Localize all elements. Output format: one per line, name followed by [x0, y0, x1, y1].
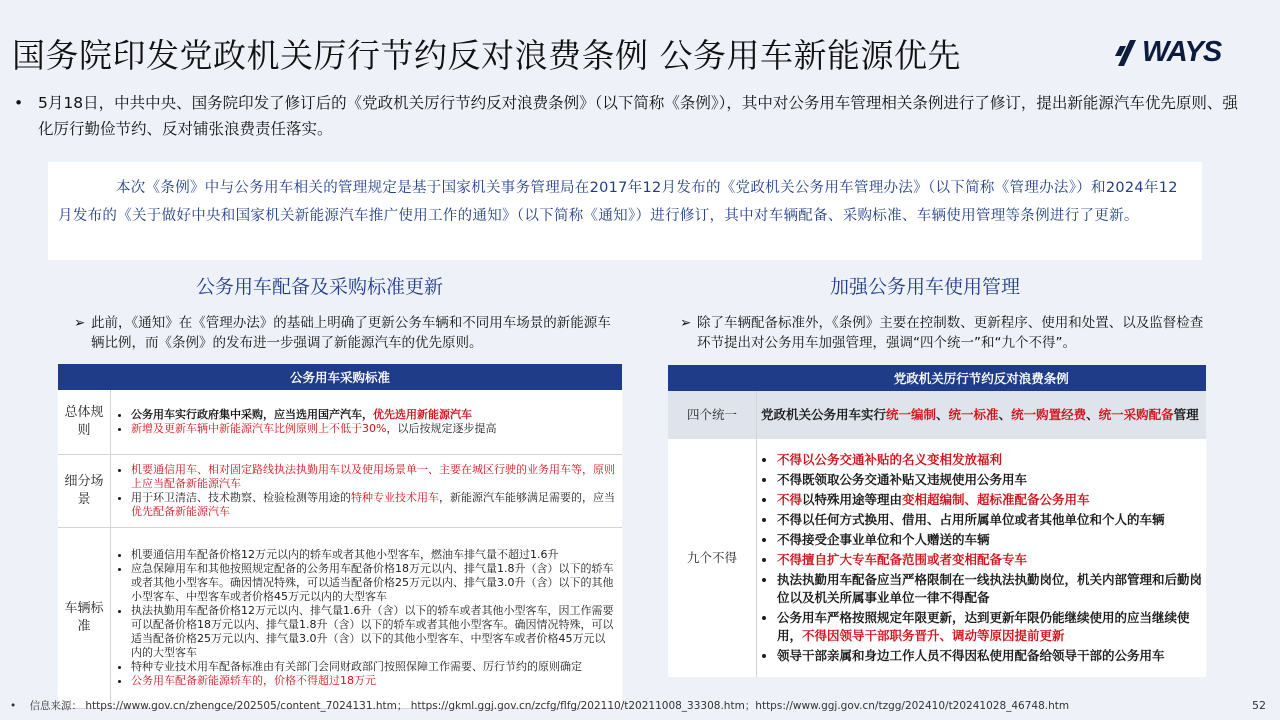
list-item	[777, 511, 1202, 529]
note-left	[74, 313, 614, 353]
text-segment: ，新能源汽车能够满足需要的，应当	[439, 491, 615, 504]
procurement-standard-table	[58, 364, 622, 709]
row-content	[111, 390, 623, 455]
text-segment: 不得	[777, 492, 803, 507]
text-segment: 统一编制	[886, 407, 937, 422]
text-segment: 统一采购配备	[1098, 407, 1174, 422]
text-segment: 统一购置经费	[1011, 407, 1087, 422]
text-segment: 不得以公务交通补贴的名义变相发放福利	[777, 452, 1003, 467]
list-item	[131, 562, 616, 604]
source-text: 信息来源： https://www.gov.cn/zhengce/202505/content_7024131.htm； https://gkml.ggj.gov.cn/zcfg/flfg/202110/t20211008_33308.htm；https://www.ggj.gov.cn/tzgg/202410/t20241028_46748.htm	[29, 700, 1070, 712]
text-segment: 公务用车严格按照规定年限更新，达到更新年限仍能继续使用的应当继续使用，	[777, 610, 1190, 643]
text-segment: 用于环卫清洁、技术勘察、检验检测等用途的	[131, 491, 351, 504]
source-footer	[10, 698, 1069, 713]
summary-box: 本次《条例》中与公务用车相关的管理规定是基于国家机关事务管理局在2017年12月发布的《党政机关公务用车管理办法》（以下简称《管理办法》）和2024年12月发布的《关于做好中央和国家机关新能源汽车推广使用工作的通知》（以下简称《通知》）进行修订，其中对车辆配备、采购标准、车辆使用管理等条例进行了更新。	[48, 162, 1202, 260]
list-item	[777, 491, 1202, 509]
note-right-text: 除了车辆配备标准外，《条例》主要在控制数、更新程序、使用和处置、以及监督检查环节提出对公务用车加强管理，强调“四个统一”和“九个不得”。	[697, 315, 1204, 351]
text-segment: 执法执勤用车配备价格12万元以内、排气量1.6升（含）以下的轿车或者其他小型客车，因工作需要可以配备价格18万元以内、排气量1.8升（含）以下的轿车或者其他小型客车。确因情况特殊，可以适当配备价格25万元以内、排气量3.0升（含）以下的其他小型客车、中型客车或者价格45万元以内的大型客车	[131, 604, 614, 659]
section-heading-left: 公务用车配备及采购标准更新	[196, 276, 444, 298]
text-segment: 统一标准	[948, 407, 999, 422]
arrow-bullet-icon: ➢	[74, 315, 86, 331]
table-row	[58, 455, 622, 528]
table-row	[668, 439, 1206, 677]
text-segment: 机要通信用车、相对固定路线执法执勤用车以及使用场景单一、主要在城区行驶的业务用车等，原则上应当配备新能源汽车	[131, 463, 615, 490]
text-segment: 不得因领导干部职务晋升、调动等原因提前更新	[802, 628, 1065, 643]
table-header: 公务用车采购标准	[58, 364, 622, 390]
intro-text: 5月18日，中共中央、国务院印发了修订后的《党政机关厉行节约反对浪费条例》（以下简称《条例》），其中对公务用车管理相关条例进行了修订，提出新能源汽车优先原则、强化厉行勤俭节约、反对铺张浪费责任落实。	[38, 94, 1238, 138]
text-segment: 特种专业技术用车配备标准由有关部门会同财政部门按照保障工作需要、厉行节约的原则确定	[131, 660, 582, 673]
note-right	[680, 313, 1206, 353]
list-item	[777, 647, 1202, 665]
list-item	[777, 451, 1202, 469]
text-segment: 以特殊用途等理由	[802, 492, 903, 507]
text-segment: 不得以任何方式换用、借用、占用所属单位或者其他单位和个人的车辆	[777, 512, 1165, 527]
text-segment: 执法执勤用车配备应当严格限制在一线执法执勤岗位，机关内部管理和后勤岗位以及机关所属事业单位一律不得配备	[777, 572, 1203, 605]
row-label: 九个不得	[668, 439, 757, 677]
bullet-icon: •	[14, 94, 24, 112]
text-segment: 不得既领取公务交通补贴又违规使用公务用车	[777, 472, 1028, 487]
row-content	[111, 528, 623, 709]
page-number: 52	[1252, 699, 1266, 712]
ways-logo-text: WAYS	[1142, 36, 1222, 68]
list-item	[777, 531, 1202, 549]
row-label: 细分场景	[58, 455, 111, 528]
arrow-bullet-icon: ➢	[680, 315, 692, 331]
text-segment: 变相超编制、超标准配备公务用车	[902, 492, 1090, 507]
list-item	[777, 571, 1202, 607]
list-item	[131, 674, 616, 688]
text-segment: 、	[998, 407, 1012, 422]
list-item	[777, 471, 1202, 489]
list-item	[131, 491, 616, 519]
regulation-table	[668, 365, 1206, 677]
text-segment: 优先选用新能源汽车	[373, 408, 472, 421]
intro-paragraph	[14, 90, 1244, 142]
text-segment: 党政机关公务用车实行	[761, 407, 887, 422]
list-item	[131, 604, 616, 660]
text-segment: 管理	[1173, 407, 1199, 422]
page-title: 国务院印发党政机关厉行节约反对浪费条例 公务用车新能源优先	[12, 36, 961, 75]
ways-logo	[1112, 36, 1222, 70]
row-label: 车辆标准	[58, 528, 111, 709]
list-item	[131, 408, 616, 422]
text-segment: ，以后按规定逐步提高	[386, 422, 497, 435]
row-content	[111, 455, 623, 528]
table-header: 党政机关厉行节约反对浪费条例	[757, 365, 1207, 391]
list-item	[777, 609, 1202, 645]
table-row	[58, 390, 622, 455]
bullet-icon: •	[10, 700, 17, 712]
list-item	[131, 548, 616, 562]
note-left-text: 此前，《通知》在《管理办法》的基础上明确了更新公务车辆和不同用车场景的新能源车辆比例，而《条例》的发布进一步强调了新能源汽车的优先原则。	[91, 315, 611, 351]
table-row	[58, 528, 622, 709]
text-segment: 新增及更新车辆中新能源汽车比例原则上不低于30%	[131, 422, 387, 435]
row-label: 总体规则	[58, 390, 111, 455]
text-segment: 、	[1086, 407, 1099, 422]
row-label: 四个统一	[668, 391, 757, 439]
list-item	[131, 463, 616, 491]
list-item	[777, 551, 1202, 569]
table-row	[668, 391, 1206, 439]
text-segment: 公务用车实行政府集中采购，应当选用国产汽车，	[131, 408, 373, 421]
text-segment: 领导干部亲属和身边工作人员不得因私使用配备给领导干部的公务用车	[777, 648, 1165, 663]
text-segment: 不得擅自扩大专车配备范围或者变相配备专车	[777, 552, 1028, 567]
ways-logo-mark-icon	[1112, 38, 1140, 68]
section-heading-right: 加强公务用车使用管理	[830, 276, 1021, 298]
row-content	[757, 439, 1207, 677]
text-segment: 不得接受企事业单位和个人赠送的车辆	[777, 532, 990, 547]
text-segment: 、	[936, 407, 949, 422]
list-item	[131, 660, 616, 674]
text-segment: 应急保障用车和其他按照规定配备的公务用车配备价格18万元以内、排气量1.8升（含）以下的轿车或者其他小型客车。确因情况特殊，可以适当配备价格25万元以内、排气量3.0升（含）以下的其他小型客车、中型客车或者价格45万元以内的大型客车	[131, 562, 614, 603]
text-segment: 特种专业技术用车	[351, 491, 439, 504]
row-content	[757, 391, 1207, 439]
table-header-blank	[668, 365, 757, 391]
text-segment: 公务用车配备新能源轿车的，价格不得超过18万元	[131, 674, 376, 687]
list-item	[131, 422, 616, 436]
text-segment: 机要通信用车配备价格12万元以内的轿车或者其他小型客车，燃油车排气量不超过1.6升	[131, 548, 559, 561]
text-segment: 优先配备新能源汽车	[131, 505, 230, 518]
